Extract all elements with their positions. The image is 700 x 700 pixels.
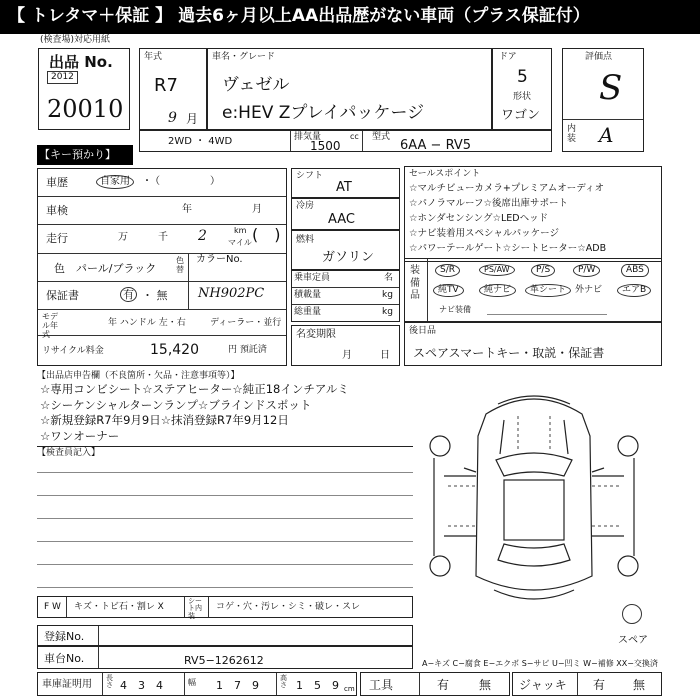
- equip-navi: 純ナビ: [479, 284, 516, 297]
- after-parts-value: スペアスマートキー・取説・保証書: [413, 346, 605, 360]
- drive-row: [139, 130, 552, 152]
- ac-value: AAC: [328, 212, 355, 227]
- recycle-label: リサイクル料金: [42, 346, 104, 356]
- registration-row: [37, 625, 413, 646]
- garage-cert-row: [37, 672, 357, 696]
- mileage-hand: 2: [198, 228, 207, 244]
- equip-ps: PS: [484, 265, 494, 274]
- drive-type: 2WD ・ 4WD: [168, 136, 233, 147]
- cert-width-label: 幅: [188, 678, 196, 687]
- shift-value: AT: [336, 180, 352, 195]
- cert-height-3: 9: [332, 679, 339, 692]
- chassis-row: [37, 646, 413, 669]
- cert-unit: cm: [344, 685, 355, 693]
- capacity-unit: 名: [384, 273, 394, 283]
- mileage-sen: 千: [158, 232, 168, 243]
- cert-width-2: 7: [234, 679, 241, 692]
- rating-score: S: [599, 68, 623, 108]
- year-label: 年式: [144, 52, 163, 62]
- cert-width-3: 9: [252, 679, 259, 692]
- recycle-unit: 円 預託済: [228, 345, 267, 355]
- cert-height-2: 5: [314, 679, 321, 692]
- rating-box: [562, 48, 644, 152]
- inspection-year-unit: 年: [182, 204, 192, 215]
- banner: [0, 0, 700, 34]
- equip-tv: 純TV: [433, 284, 464, 297]
- exhibit-year-stamp: 2012: [47, 71, 78, 84]
- load-label: 積載量: [294, 290, 322, 300]
- registration-label: 登録No.: [44, 630, 85, 643]
- seat-label: シート内装: [188, 597, 202, 620]
- notes-line-4: ☆ワンオーナー: [40, 429, 120, 443]
- equipment-label: 装備品: [410, 265, 420, 301]
- history-dot: ・: [142, 176, 152, 187]
- interior-score: A: [599, 123, 614, 147]
- displacement-unit: cc: [350, 132, 359, 141]
- recycle-value: 15,420: [150, 342, 199, 358]
- shape-label: 形状: [513, 92, 532, 102]
- year-box: [139, 48, 207, 130]
- tools-none: 無: [479, 678, 492, 692]
- jack-has: 有: [593, 678, 606, 692]
- key-tag: [37, 145, 133, 165]
- weight-label: 総重量: [294, 307, 322, 317]
- jack-box: [512, 672, 662, 696]
- inspection-month-unit: 月: [252, 204, 262, 215]
- sales-point-4: ☆ナビ装着用スペシャルパッケージ: [409, 228, 559, 239]
- equip-ext-navi: 外ナビ: [575, 285, 603, 295]
- color-value: パール/ブラック: [76, 262, 157, 275]
- warranty-label: 保証書: [46, 289, 79, 302]
- type-value: 6AA − RV5: [400, 138, 472, 153]
- fuel-value: ガソリン: [322, 250, 375, 265]
- cert-height-1: 1: [296, 679, 303, 692]
- year-month: 9: [168, 110, 177, 126]
- sales-points-box: [404, 166, 662, 262]
- deregistration-label: 名変期限: [296, 329, 336, 340]
- sales-point-5: ☆パワーテールゲート☆シートヒーター☆ADB: [409, 243, 607, 254]
- inspector-label: 【検査員記入】: [37, 448, 101, 458]
- name-label: 車名・グレード: [212, 52, 276, 62]
- doors-box: [492, 48, 552, 130]
- damage-legend: A−キズ C−腐食 E−エクボ S−サビ U−凹ミ W−補修 XX−交換済: [422, 659, 658, 668]
- jack-label: ジャッキ: [519, 678, 567, 692]
- tools-box: [360, 672, 510, 696]
- equip-pw: P/W: [573, 264, 600, 277]
- model-name: ヴェゼル: [222, 75, 290, 95]
- doors-value: 5: [517, 67, 528, 87]
- deregistration-day: 日: [380, 350, 390, 361]
- shape-value: ワゴン: [501, 108, 541, 123]
- tools-label: 工具: [369, 678, 394, 692]
- cert-width-1: 1: [216, 679, 223, 692]
- color-change: 色替: [176, 256, 184, 274]
- notes-label: 【出品店申告欄（不良箇所・欠品・注意事項等）】: [37, 371, 240, 381]
- inspection-label: 車検: [46, 204, 68, 217]
- sales-point-1: ☆マルチビューカメラ+プレミアムオーディオ: [409, 183, 604, 194]
- fuel-box: [291, 230, 400, 270]
- left-info-table: [37, 168, 287, 366]
- equipment-box: [404, 258, 662, 322]
- mileage-km: km: [234, 226, 247, 235]
- color-label: 色: [54, 262, 65, 275]
- deregistration-box: [291, 325, 400, 366]
- cert-length-3: 4: [156, 679, 163, 692]
- sales-point-2: ☆パノラマルーフ☆後席出庫サポート: [409, 198, 569, 209]
- color-code: NH902PC: [198, 286, 265, 301]
- banner-text: 【 トレタマ＋保証 】 過去6ヶ月以上AA出品歴がない車両（プラス保証付）: [8, 6, 590, 26]
- year-era: R7: [154, 75, 178, 96]
- capacity-box: [291, 270, 400, 322]
- mileage-paren: ( ): [252, 225, 281, 244]
- weight-unit: kg: [382, 307, 393, 317]
- equip-sr: S/R: [435, 264, 460, 277]
- sales-point-3: ☆ホンダセンシング☆LEDヘッド: [409, 213, 549, 224]
- cert-length-label: 長さ: [106, 674, 113, 690]
- seat-desc: コゲ・穴・汚レ・シミ・破レ・スレ: [216, 602, 361, 612]
- equip-airbag: エアB: [617, 284, 651, 297]
- equip-leather: 革シート: [525, 284, 571, 297]
- mileage-mile: マイル: [228, 238, 252, 247]
- shift-box: [291, 168, 400, 198]
- equip-abs: ABS: [621, 264, 649, 277]
- displacement-value: 1500: [310, 139, 341, 153]
- chassis-label: 車台No.: [44, 652, 85, 665]
- model-year-label: モデル年式: [42, 312, 58, 339]
- history-label: 車歴: [46, 176, 68, 189]
- fw-label: F W: [44, 602, 61, 612]
- navi-equip-label: ナビ装備: [439, 305, 471, 314]
- doors-label: ドア: [499, 52, 517, 62]
- after-parts-label: 後日品: [409, 326, 437, 336]
- notes-line-1: ☆専用コンビシート☆ステアヒーター☆純正18インチアルミ: [40, 382, 349, 396]
- mileage-man: 万: [118, 232, 128, 243]
- cert-length-1: 4: [120, 679, 127, 692]
- warranty-yes: 有: [120, 287, 137, 302]
- sales-points-label: セールスポイント: [409, 169, 481, 179]
- notes-line-3: ☆新規登録R7年9月9日☆抹消登録R7年9月12日: [40, 413, 289, 427]
- history-value: 自家用: [96, 175, 134, 189]
- ac-box: [291, 198, 400, 230]
- deregistration-month: 月: [342, 350, 352, 361]
- capacity-label: 乗車定員: [294, 273, 331, 283]
- year-month-unit: 月: [186, 112, 199, 126]
- tools-has: 有: [437, 678, 450, 692]
- dealer-label: ディーラー・並行: [210, 318, 282, 328]
- rating-label: 評価点: [585, 52, 613, 62]
- cert-label: 車庫証明用: [42, 679, 92, 690]
- exhibit-top-note: (検査場)対応用紙: [40, 35, 111, 45]
- mileage-label: 走行: [46, 232, 68, 245]
- fuel-label: 燃料: [296, 235, 315, 245]
- warranty-no: ・ 無: [142, 289, 168, 302]
- ac-label: 冷房: [296, 201, 315, 211]
- equip-power-steer: P/S: [531, 264, 555, 277]
- shift-label: シフト: [296, 171, 324, 181]
- displacement-label: 排気量: [294, 132, 322, 142]
- fw-desc: キズ・トビ石・割レ X: [74, 602, 164, 612]
- cert-height-label: 高さ: [280, 674, 287, 690]
- color-code-label: カラーNo.: [196, 254, 243, 265]
- exhibit-label: 出品 No.: [49, 53, 113, 71]
- fw-row: [37, 596, 413, 618]
- cert-length-2: 3: [138, 679, 145, 692]
- history-paren: （ ）: [150, 176, 220, 187]
- load-unit: kg: [382, 290, 393, 300]
- car-damage-diagram: [414, 376, 654, 616]
- equip-aw: AW: [496, 265, 510, 274]
- key-tag-text: 【キー預かり】: [39, 148, 116, 161]
- exhibit-number-box: [38, 48, 130, 130]
- after-parts-box: [404, 322, 662, 366]
- grade-name: e:HEV Zプレイパッケージ: [222, 103, 425, 123]
- type-label: 型式: [372, 132, 391, 142]
- spare-label: スペア: [618, 635, 648, 646]
- exhibit-number: 20010: [47, 95, 124, 123]
- interior-label: 内装: [567, 124, 577, 144]
- handle-label: 年 ハンドル 左・右: [108, 318, 186, 328]
- equip-ps-aw: PS/AW: [479, 264, 515, 276]
- name-grade-box: [207, 48, 492, 130]
- jack-none: 無: [633, 678, 646, 692]
- chassis-value: RV5−1262612: [184, 654, 264, 667]
- spare-tire-icon: [622, 604, 642, 624]
- notes-line-2: ☆シーケンシャルターンランプ☆ブラインドスポット: [40, 398, 312, 412]
